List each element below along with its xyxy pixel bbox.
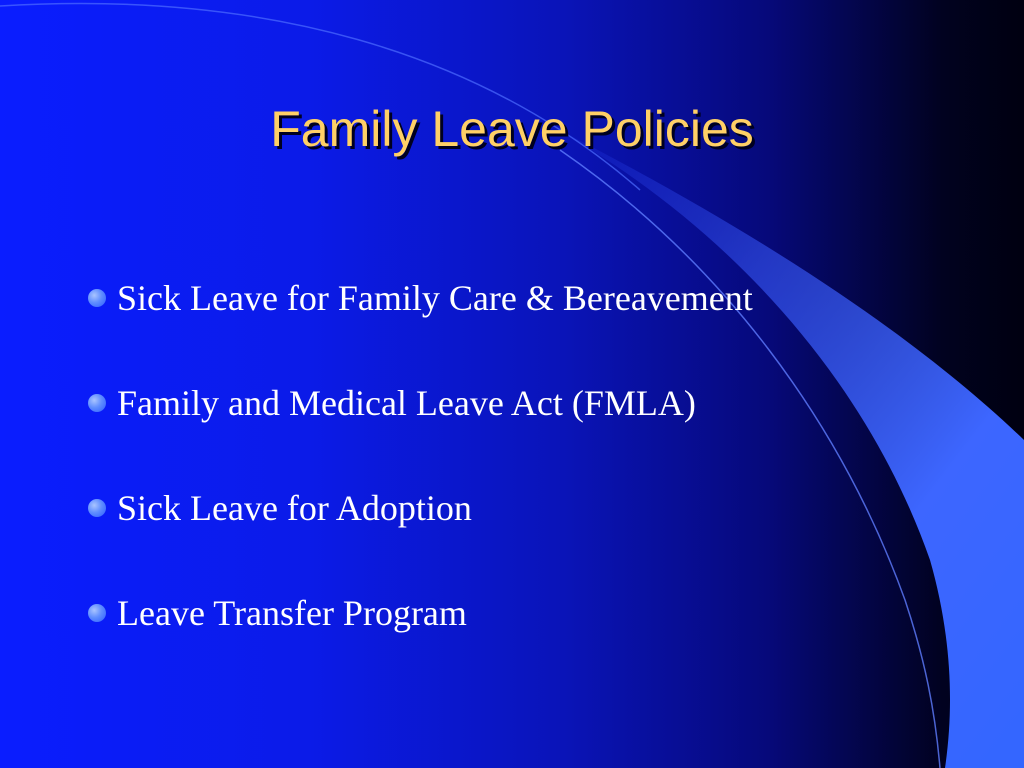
bullet-dot-icon — [88, 394, 106, 412]
bullet-dot-icon — [88, 604, 106, 622]
bullet-dot-icon — [88, 289, 106, 307]
list-item — [88, 547, 968, 678]
slide-title: Family Leave Policies — [270, 101, 754, 157]
bullet-text: Leave Transfer Program — [117, 592, 467, 633]
bullet-text: Sick Leave for Adoption — [117, 487, 472, 528]
bullet-list — [88, 232, 968, 678]
bullet-dot-icon — [88, 499, 106, 517]
bullet-text: Family and Medical Leave Act (FMLA) — [117, 382, 696, 423]
bullet-text: Sick Leave for Family Care & Bereavement — [117, 277, 753, 318]
